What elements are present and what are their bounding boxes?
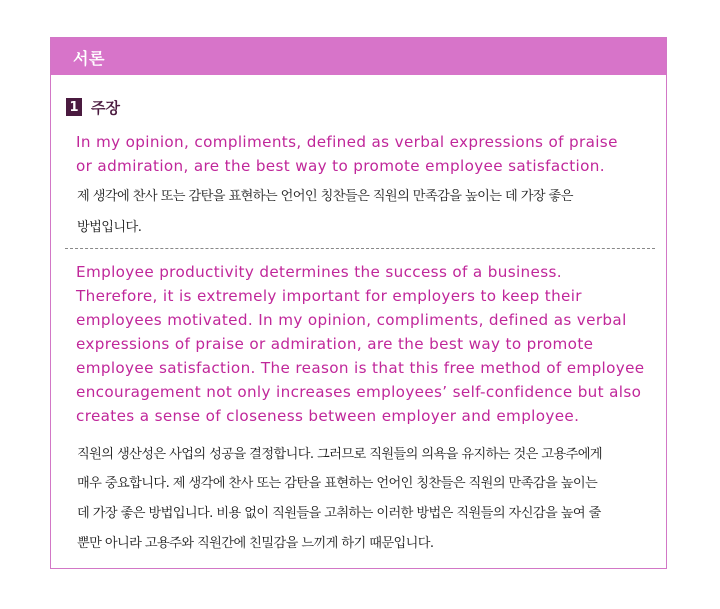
paragraph-english-line: Employee productivity determines the success of a business. [76,263,562,281]
claim-korean-line: 제 생각에 찬사 또는 감탄을 표현하는 언어인 칭찬들은 직원의 만족감을 높이는 데 가장 좋은 [77,189,573,204]
paragraph-korean-line: 매우 중요합니다. 제 생각에 찬사 또는 감탄을 표현하는 언어인 칭찬들은 직원의 만족감을 높이는 [77,476,598,491]
paragraph-english-line: Therefore, it is extremely important for employers to keep their [76,287,582,305]
intro-card [50,37,667,569]
claim-title: 주장 [91,98,120,117]
card-header [51,38,666,75]
paragraph-english-line: encouragement not only increases employees’ self-confidence but also [76,383,642,401]
card-title: 서론 [73,49,105,68]
claim-korean-line: 방법입니다. [77,220,142,235]
claim-english-line: In my opinion, compliments, defined as verbal expressions of praise [76,133,618,151]
paragraph-korean-line: 뿐만 아니라 고용주와 직원간에 친밀감을 느끼게 하기 때문입니다. [77,536,434,551]
paragraph-english-line: creates a sense of closeness between employer and employee. [76,407,580,425]
paragraph-english-line: employee satisfaction. The reason is that this free method of employee [76,359,645,377]
paragraph-english-line: expressions of praise or admiration, are the best way to promote [76,335,594,353]
paragraph-korean-line: 직원의 생산성은 사업의 성공을 결정합니다. 그러므로 직원들의 의욕을 유지하는 것은 고용주에게 [77,447,603,462]
claim-english-line: or admiration, are the best way to promote employee satisfaction. [76,157,605,175]
dashed-divider [65,248,655,249]
claim-heading [66,97,120,117]
claim-number-badge: 1 [66,98,82,116]
paragraph-english-line: employees motivated. In my opinion, compliments, defined as verbal [76,311,627,329]
paragraph-korean-line: 데 가장 좋은 방법입니다. 비용 없이 직원들을 고취하는 이러한 방법은 직원들의 자신감을 높여 줄 [77,506,601,521]
